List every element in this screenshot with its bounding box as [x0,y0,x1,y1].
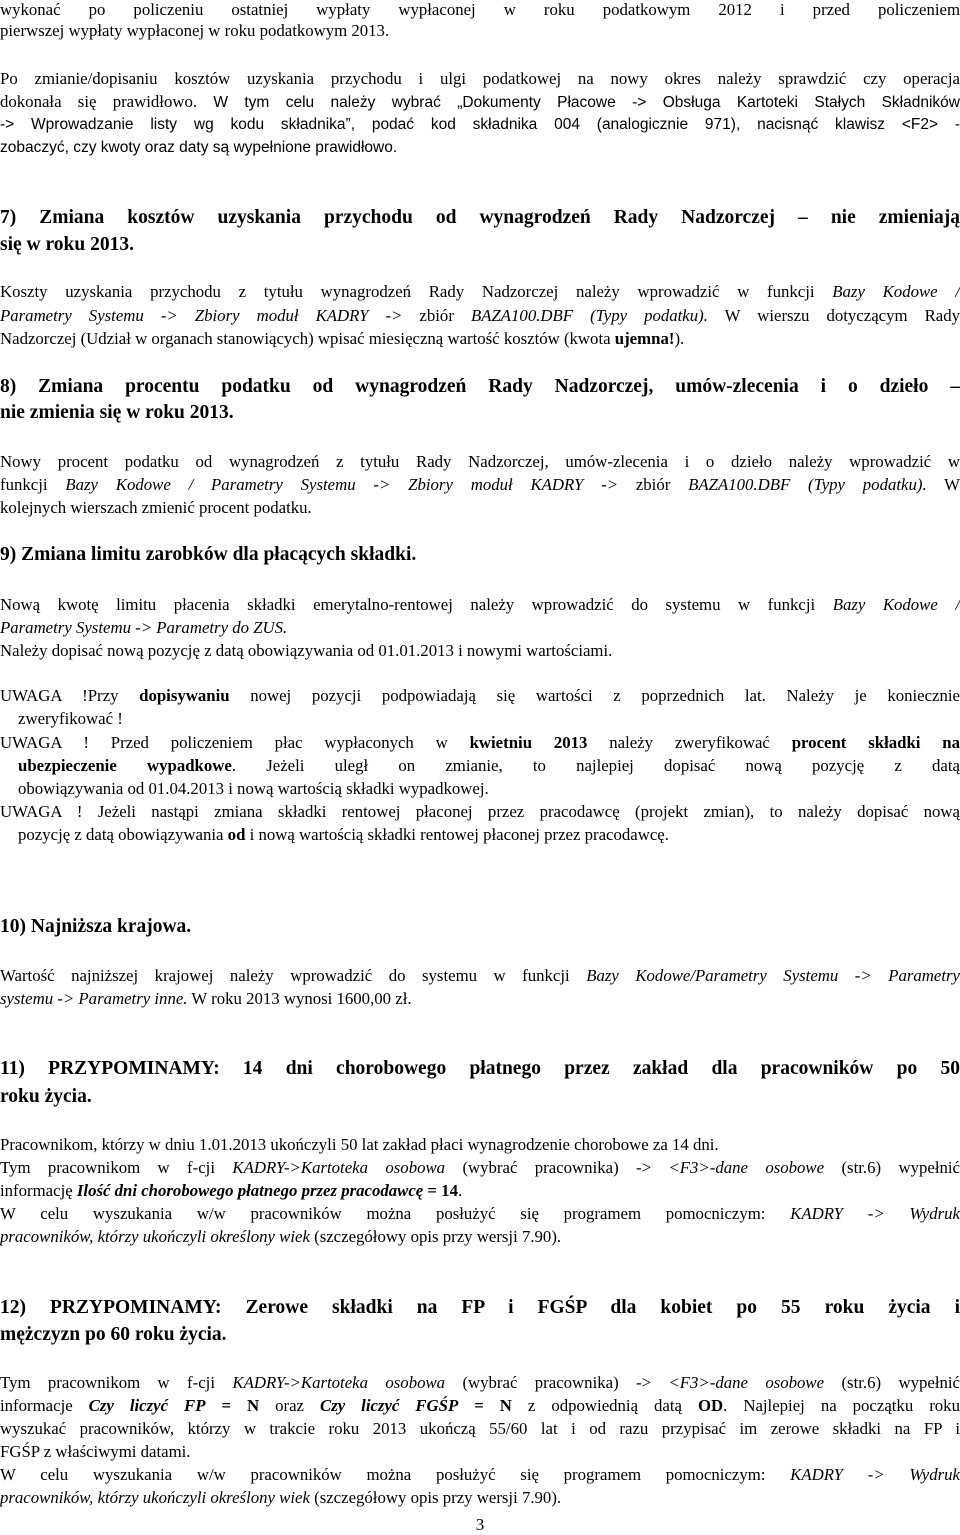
section-7-line-2: Parametry Systemu -> Zbiory moduł KADRY -> zbiór BAZA100.DBF (Typy podatku). W wierszu dotyczącym Rady [0,306,960,325]
paragraph-zmiana-line-3: -> Wprowadzanie listy wg kodu składnika”, podać kod składnika 004 (analogicznie 971), nacisnąć klawisz <F2> - [0,116,960,133]
section-8-title-line-2: nie zmienia się w roku 2013. [0,402,234,423]
paragraph-zmiana-line-2: dokonała się prawidłowo. W tym celu należy wybrać „Dokumenty Płacowe -> Obsługa Kartoteki Stałych Składników [0,92,960,111]
section-10-line-2: systemu -> Parametry inne. W roku 2013 wynosi 1600,00 zł. [0,989,412,1008]
section-12-line-3: wyszukać pracowników, którzy w trakcie roku 2013 ukończą 55/60 lat i od razu przypisać im zerowe składki na FP i [0,1419,960,1438]
section-11-line-4: W celu wyszukania w/w pracowników można posłużyć się programem pomocniczym: KADRY -> Wydruk [0,1204,960,1223]
section-11-line-2: Tym pracownikom w f-cji KADRY->Kartoteka osobowa (wybrać pracownika) -> <F3>-dane osobowe (str.6) wypełnić [0,1158,960,1177]
section-12-line-1: Tym pracownikom w f-cji KADRY->Kartoteka osobowa (wybrać pracownika) -> <F3>-dane osobowe (str.6) wypełnić [0,1373,960,1392]
section-11-line-3: informację Ilość dni chorobowego płatnego przez pracodawcę = 14. [0,1181,463,1200]
section-9-line-3: Należy dopisać nową pozycję z datą obowiązywania od 01.01.2013 i nowymi wartościami. [0,641,613,660]
section-9-title: 9) Zmiana limitu zarobków dla płacących składki. [0,544,417,565]
page-number: 3 [475,1515,485,1534]
section-12-title-line-1: 12) PRZYPOMINAMY: Zerowe składki na FP i FGŚP dla kobiet po 55 roku życia i [0,1297,960,1318]
section-10-title: 10) Najniższa krajowa. [0,916,192,937]
section-9-line-2: Parametry Systemu -> Parametry do ZUS. [0,618,288,637]
warning-1-line-1: UWAGA !Przy dopisywaniu nowej pozycji podpowiadają się wartości z poprzednich lat. Należy je koniecznie [0,686,960,705]
section-8-line-2: funkcji Bazy Kodowe / Parametry Systemu -> Zbiory moduł KADRY -> zbiór BAZA100.DBF (Typy podatku). W [0,475,960,494]
section-8-title-line-1: 8) Zmiana procentu podatku od wynagrodzeń Rady Nadzorczej, umów-zlecenia i o dzieło – [0,376,960,397]
intro-line-1: wykonać po policzeniu ostatniej wypłaty wypłaconej w roku podatkowym 2012 i przed policzeniem [0,0,960,19]
section-12-line-6: pracowników, którzy ukończyli określony wiek (szczegółowy opis przy wersji 7.90). [0,1488,562,1507]
section-7-line-3: Nadzorczej (Udział w organach stanowiących) wpisać miesięczną wartość kosztów (kwota ujemna!). [0,329,685,348]
section-7-title-line-2: się w roku 2013. [0,234,134,255]
warning-1-line-2: zweryfikować ! [18,709,123,728]
section-11-line-5: pracowników, którzy ukończyli określony wiek (szczegółowy opis przy wersji 7.90). [0,1227,562,1246]
intro-line-2: pierwszej wypłaty wypłaconej w roku podatkowym 2013. [0,21,390,40]
section-10-line-1: Wartość najniższej krajowej należy wprowadzić do systemu w funkcji Bazy Kodowe/Parametry Systemu -> Parametry [0,966,960,985]
warning-3-line-2: pozycję z datą obowiązywania od i nową wartością składki rentowej płaconej przez pracodawcę. [18,825,669,844]
paragraph-zmiana-line-4: zobaczyć, czy kwoty oraz daty są wypełnione prawidłowo. [0,139,398,156]
section-11-line-1: Pracownikom, którzy w dniu 1.01.2013 ukończyli 50 lat zakład płaci wynagrodzenie chorobowe za 14 dni. [0,1135,719,1154]
section-11-title-line-1: 11) PRZYPOMINAMY: 14 dni chorobowego płatnego przez zakład dla pracowników po 50 [0,1058,960,1079]
section-7-title-line-1: 7) Zmiana kosztów uzyskania przychodu od wynagrodzeń Rady Nadzorczej – nie zmieniają [0,207,960,228]
section-8-line-3: kolejnych wierszach zmienić procent podatku. [0,498,312,517]
section-11-title-line-2: roku życia. [0,1086,92,1107]
section-12-line-4: FGŚP z właściwymi datami. [0,1442,191,1461]
warning-2-line-2: ubezpieczenie wypadkowe. Jeżeli uległ on zmianie, to najlepiej dopisać nową pozycję z datą [18,756,960,775]
section-7-line-1: Koszty uzyskania przychodu z tytułu wynagrodzeń Rady Nadzorczej należy wprowadzić w funkcji Bazy Kodowe / [0,282,960,301]
section-8-line-1: Nowy procent podatku od wynagrodzeń z tytułu Rady Nadzorczej, umów-zlecenia i o dzieło należy wprowadzić w [0,452,960,471]
warning-2-line-1: UWAGA ! Przed policzeniem płac wypłaconych w kwietniu 2013 należy zweryfikować procent składki na [0,733,960,752]
warning-3-line-1: UWAGA ! Jeżeli nastąpi zmiana składki rentowej płaconej przez pracodawcę (projekt zmian), to należy dopisać nową [0,802,960,821]
section-12-title-line-2: mężczyzn po 60 roku życia. [0,1324,227,1345]
warning-2-line-3: obowiązywania od 01.04.2013 i nową wartością składki wypadkowej. [18,779,489,798]
section-12-line-5: W celu wyszukania w/w pracowników można posłużyć się programem pomocniczym: KADRY -> Wydruk [0,1465,960,1484]
section-9-line-1: Nową kwotę limitu płacenia składki emerytalno-rentowej należy wprowadzić do systemu w funkcji Bazy Kodowe / [0,595,960,614]
section-12-line-2: informacje Czy liczyć FP = N oraz Czy liczyć FGŚP = N z odpowiednią datą OD. Najlepiej na początku roku [0,1396,960,1415]
paragraph-zmiana-line-1: Po zmianie/dopisaniu kosztów uzyskania przychodu i ulgi podatkowej na nowy okres należy sprawdzić czy operacja [0,69,960,88]
